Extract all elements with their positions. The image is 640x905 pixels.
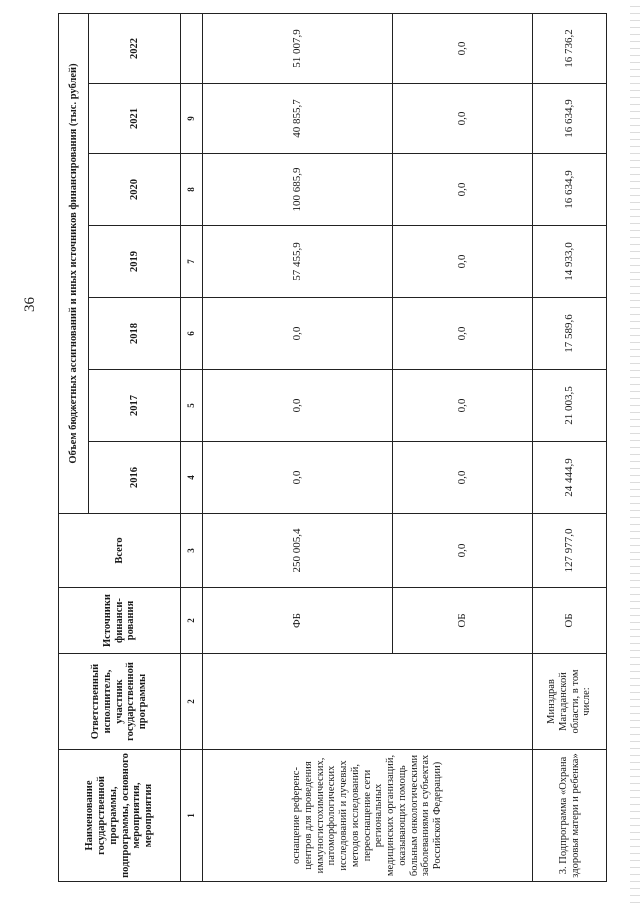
value-cell: 0,0 bbox=[393, 14, 533, 84]
header-year: 2018 bbox=[89, 298, 181, 370]
value-cell: 16 634,9 bbox=[533, 154, 607, 226]
rotated-table-container bbox=[58, 14, 606, 882]
value-cell: 16 736,2 bbox=[533, 14, 607, 84]
column-number: 2 bbox=[181, 654, 203, 750]
value-cell: 0,0 bbox=[393, 226, 533, 298]
row-executor bbox=[203, 654, 533, 750]
column-number: 6 bbox=[181, 298, 203, 370]
column-number: 7 bbox=[181, 226, 203, 298]
scan-edge-marks bbox=[630, 0, 640, 905]
source-cell: ФБ bbox=[203, 588, 393, 654]
column-number: 1 bbox=[181, 750, 203, 882]
budget-table bbox=[58, 13, 607, 882]
value-cell: 0,0 bbox=[393, 84, 533, 154]
value-cell: 100 685,9 bbox=[203, 154, 393, 226]
total-cell: 0,0 bbox=[393, 514, 533, 588]
header-year: 2016 bbox=[89, 442, 181, 514]
header-year: 2022 bbox=[89, 14, 181, 84]
total-cell: 250 005,4 bbox=[203, 514, 393, 588]
header-source-col: Источники финанси-рования bbox=[59, 588, 181, 654]
column-number: 9 bbox=[181, 84, 203, 154]
total-cell: 127 977,0 bbox=[533, 514, 607, 588]
source-cell: ОБ bbox=[393, 588, 533, 654]
header-executor-col: Ответственный исполнитель, участник государственной программы bbox=[59, 654, 181, 750]
value-cell: 16 634,9 bbox=[533, 84, 607, 154]
column-number: 3 bbox=[181, 514, 203, 588]
page-number: 36 bbox=[22, 297, 38, 312]
header-year: 2019 bbox=[89, 226, 181, 298]
column-number: 8 bbox=[181, 154, 203, 226]
value-cell: 51 007,9 bbox=[203, 14, 393, 84]
header-year: 2017 bbox=[89, 370, 181, 442]
value-cell: 0,0 bbox=[393, 298, 533, 370]
source-cell: ОБ bbox=[533, 588, 607, 654]
value-cell: 0,0 bbox=[393, 154, 533, 226]
value-cell: 24 444,9 bbox=[533, 442, 607, 514]
value-cell: 40 855,7 bbox=[203, 84, 393, 154]
row-name-referral-centers: оснащение референс-центров для проведения иммуногистохимических, патоморфологических исследований и лучевых методов исследований, переоснащение сети региональных медицинских организаций, оказывающих помощь больным онкологическими заболеваниями в субъектах Российской Федерации) bbox=[203, 750, 533, 882]
value-cell: 14 933,0 bbox=[533, 226, 607, 298]
column-number: 5 bbox=[181, 370, 203, 442]
column-number: 4 bbox=[181, 442, 203, 514]
header-name-col: Наименование государственной программы, подпрограммы, основного мероприятия, мероприятия bbox=[59, 750, 181, 882]
column-number: 2 bbox=[181, 588, 203, 654]
header-year: 2021 bbox=[89, 84, 181, 154]
header-group-title: Объем бюджетных ассигнований и иных источников финансирования (тыс. рублей) bbox=[59, 14, 89, 514]
header-total-col: Всего bbox=[59, 514, 181, 588]
row-executor: Минздрав Магаданской области, в том числе: bbox=[533, 654, 607, 750]
header-year: 2020 bbox=[89, 154, 181, 226]
value-cell: 0,0 bbox=[393, 370, 533, 442]
value-cell: 57 455,9 bbox=[203, 226, 393, 298]
value-cell: 17 589,6 bbox=[533, 298, 607, 370]
value-cell: 0,0 bbox=[203, 298, 393, 370]
column-number bbox=[181, 14, 203, 84]
row-name-subprogram-3: 3. Подпрограмма «Охрана здоровья матери и ребенка» bbox=[533, 750, 607, 882]
value-cell: 21 003,5 bbox=[533, 370, 607, 442]
value-cell: 0,0 bbox=[203, 370, 393, 442]
value-cell: 0,0 bbox=[393, 442, 533, 514]
value-cell: 0,0 bbox=[203, 442, 393, 514]
